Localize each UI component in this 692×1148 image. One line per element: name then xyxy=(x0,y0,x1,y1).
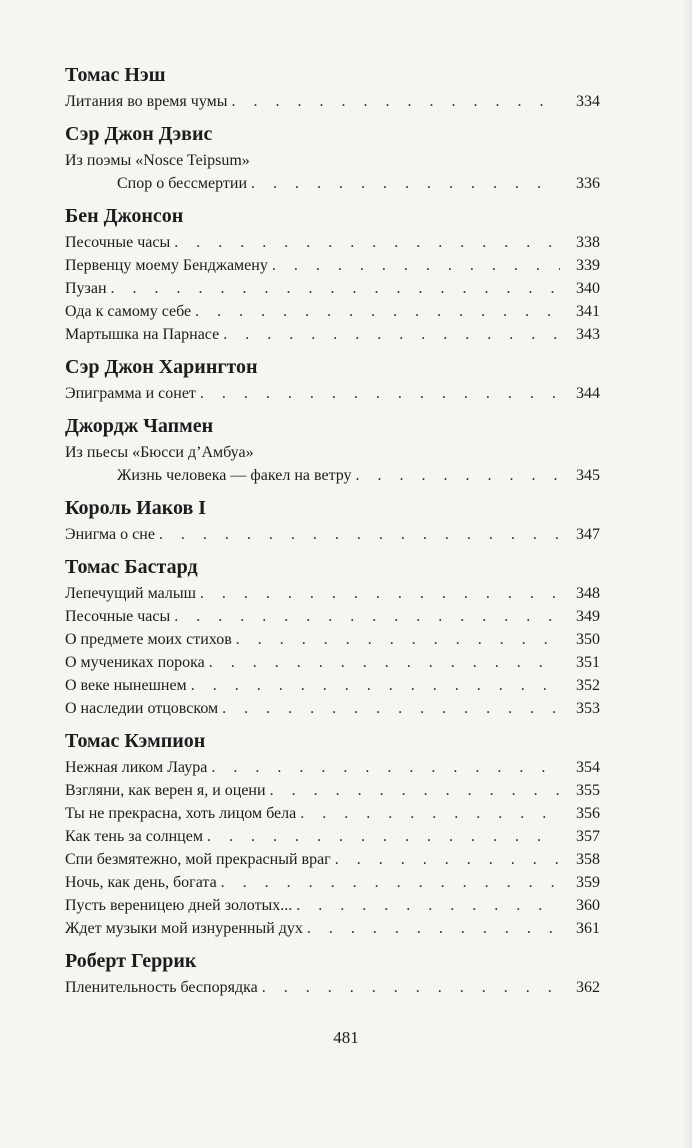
dot-leader xyxy=(174,231,560,254)
entry-title: Ты не прекрасна, хоть лицом бела xyxy=(65,805,297,822)
author-heading: Джордж Чапмен xyxy=(65,415,214,437)
dot-leader xyxy=(296,894,560,917)
author-heading: Сэр Джон Харингтон xyxy=(65,356,258,378)
entry-title: О наследии отцовском xyxy=(65,700,219,717)
entry-page-number: 352 xyxy=(576,677,600,694)
entry-title: Жизнь человека — факел на ветру xyxy=(117,467,352,484)
entry-title: О мучениках порока xyxy=(65,654,205,671)
entry-page-number: 347 xyxy=(576,526,600,543)
entry-page-number: 358 xyxy=(576,851,600,868)
toc-entry[interactable] xyxy=(65,756,600,779)
entry-page-number: 356 xyxy=(576,805,600,822)
dot-leader xyxy=(223,323,560,346)
toc-entry[interactable] xyxy=(65,871,600,894)
toc-entry[interactable] xyxy=(65,172,600,195)
toc-entry[interactable] xyxy=(65,300,600,323)
entry-page-number: 351 xyxy=(576,654,600,671)
entry-title: Песочные часы xyxy=(65,608,171,625)
entry-title: Нежная ликом Лаура xyxy=(65,759,208,776)
entry-page-number: 353 xyxy=(576,700,600,717)
author-heading: Бен Джонсон xyxy=(65,205,184,227)
entry-title: Первенцу моему Бенджамену xyxy=(65,257,268,274)
dot-leader xyxy=(195,300,560,323)
author-heading: Сэр Джон Дэвис xyxy=(65,123,213,145)
table-of-contents xyxy=(65,62,600,999)
entry-title: Спи безмятежно, мой прекрасный враг xyxy=(65,851,331,868)
dot-leader xyxy=(231,90,560,113)
entry-page-number: 334 xyxy=(576,93,600,110)
entry-page-number: 354 xyxy=(576,759,600,776)
dot-leader xyxy=(174,605,560,628)
dot-leader xyxy=(356,464,560,487)
dot-leader xyxy=(300,802,560,825)
entry-page-number: 344 xyxy=(576,385,600,402)
dot-leader xyxy=(200,582,560,605)
author-heading: Роберт Геррик xyxy=(65,950,197,972)
dot-leader xyxy=(270,779,560,802)
entry-page-number: 361 xyxy=(576,920,600,937)
entry-title: Ночь, как день, богата xyxy=(65,874,217,891)
dot-leader xyxy=(272,254,560,277)
dot-leader xyxy=(191,674,560,697)
dot-leader xyxy=(236,628,560,651)
entry-page-number: 350 xyxy=(576,631,600,648)
source-work-line: Из поэмы «Nosce Teipsum» xyxy=(65,152,250,169)
entry-page-number: 355 xyxy=(576,782,600,799)
toc-entry[interactable] xyxy=(65,90,600,113)
page-edge-shadow xyxy=(682,0,692,1148)
toc-entry[interactable] xyxy=(65,628,600,651)
dot-leader xyxy=(200,382,560,405)
entry-title: Пусть вереницею дней золотых... xyxy=(65,897,293,914)
dot-leader xyxy=(207,825,560,848)
toc-entry[interactable] xyxy=(65,231,600,254)
entry-title: Эпиграмма и сонет xyxy=(65,385,196,402)
entry-title: Литания во время чумы xyxy=(65,93,228,110)
entry-page-number: 348 xyxy=(576,585,600,602)
entry-title: Пузан xyxy=(65,280,107,297)
toc-entry[interactable] xyxy=(65,582,600,605)
dot-leader xyxy=(211,756,560,779)
dot-leader xyxy=(251,172,560,195)
author-heading: Томас Кэмпион xyxy=(65,730,206,752)
toc-entry[interactable] xyxy=(65,382,600,405)
toc-entry[interactable] xyxy=(65,917,600,940)
entry-title: Лепечущий малыш xyxy=(65,585,196,602)
toc-entry[interactable] xyxy=(65,802,600,825)
toc-entry[interactable] xyxy=(65,651,600,674)
dot-leader xyxy=(307,917,560,940)
toc-entry[interactable] xyxy=(65,464,600,487)
dot-leader xyxy=(209,651,560,674)
entry-page-number: 359 xyxy=(576,874,600,891)
entry-title: О веке нынешнем xyxy=(65,677,187,694)
toc-entry[interactable] xyxy=(65,779,600,802)
toc-entry[interactable] xyxy=(65,277,600,300)
entry-title: Мартышка на Парнасе xyxy=(65,326,220,343)
author-heading: Томас Бастард xyxy=(65,556,198,578)
toc-entry[interactable] xyxy=(65,825,600,848)
page-number: 481 xyxy=(333,1028,359,1047)
entry-title: Песочные часы xyxy=(65,234,171,251)
author-heading: Томас Нэш xyxy=(65,64,166,86)
source-work-line: Из пьесы «Бюсси д’Амбуа» xyxy=(65,444,254,461)
toc-entry[interactable] xyxy=(65,697,600,720)
author-heading: Король Иаков I xyxy=(65,497,207,519)
toc-entry[interactable] xyxy=(65,894,600,917)
entry-title: Ждет музыки мой изнуренный дух xyxy=(65,920,303,937)
toc-entry[interactable] xyxy=(65,848,600,871)
entry-page-number: 343 xyxy=(576,326,600,343)
entry-title: Как тень за солнцем xyxy=(65,828,203,845)
toc-entry[interactable] xyxy=(65,523,600,546)
entry-title: Спор о бессмертии xyxy=(117,175,247,192)
entry-page-number: 360 xyxy=(576,897,600,914)
entry-title: Пленительность беспорядка xyxy=(65,979,258,996)
dot-leader xyxy=(159,523,560,546)
entry-title: Энигма о сне xyxy=(65,526,155,543)
toc-entry[interactable] xyxy=(65,323,600,346)
entry-page-number: 362 xyxy=(576,979,600,996)
entry-page-number: 339 xyxy=(576,257,600,274)
entry-title: Взгляни, как верен я, и оцени xyxy=(65,782,266,799)
entry-page-number: 338 xyxy=(576,234,600,251)
entry-title: Ода к самому себе xyxy=(65,303,192,320)
dot-leader xyxy=(222,697,560,720)
dot-leader xyxy=(111,277,560,300)
toc-entry[interactable] xyxy=(65,605,600,628)
entry-page-number: 357 xyxy=(576,828,600,845)
entry-page-number: 345 xyxy=(576,467,600,484)
toc-entry[interactable] xyxy=(65,254,600,277)
entry-page-number: 340 xyxy=(576,280,600,297)
entry-title: О предмете моих стихов xyxy=(65,631,232,648)
dot-leader xyxy=(262,976,560,999)
toc-entry[interactable] xyxy=(65,674,600,697)
dot-leader xyxy=(335,848,560,871)
entry-page-number: 336 xyxy=(576,175,600,192)
entry-page-number: 341 xyxy=(576,303,600,320)
entry-page-number: 349 xyxy=(576,608,600,625)
toc-entry[interactable] xyxy=(65,976,600,999)
dot-leader xyxy=(221,871,560,894)
